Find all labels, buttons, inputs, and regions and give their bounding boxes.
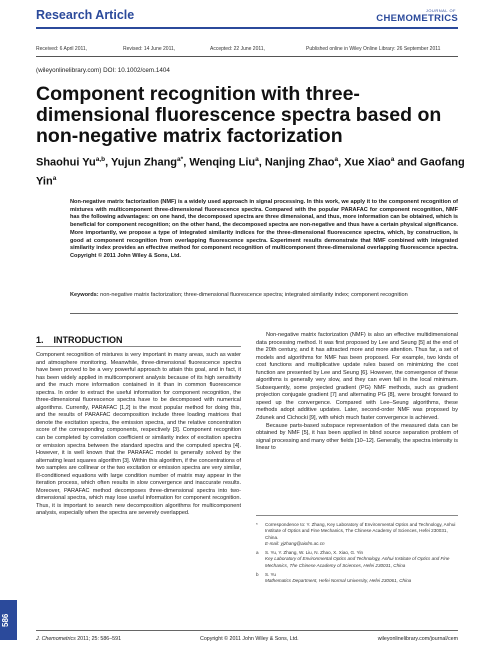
- journal-prefix: JOURNAL OF: [425, 8, 456, 13]
- intro-paragraph: Because parts-based subspace representation of the measured data can be obtained by NMF [5], it has been applied in blind source separation problem of signal processing and many other fields [10–12]. Generally, the spectra intensity is linear to: [256, 422, 458, 452]
- article-type-label: Research Article: [36, 8, 135, 22]
- author-name: Wenqing Liu: [189, 156, 256, 169]
- affiliation-footnote-b: [256, 572, 458, 585]
- correspondence-text: Correspondence to: Y. Zhang, Key Laboratory of Environmental Optics and Technology, Anhui Institute of Optics and Fine Mechanics, The Chinese Academy of Sciences, Hefei 230031, China.: [265, 522, 456, 540]
- keywords-text: non-negative matrix factorization; three-dimensional fluorescence spectra; integrated similarity index; component recognition: [100, 292, 408, 298]
- correspondence-email[interactable]: E-mail: yjzhang@aiofm.ac.cn: [265, 540, 325, 546]
- abstract: Non-negative matrix factorization (NMF) is a widely used approach in signal processing. In this work, we apply it to the component recognition of mixtures with multicomponent three-dimensional fluorescence spectra. Compared with the popular PARAFAC for component recognition, NMF has the following advantages: on one hand, the decomposed spectra are three dimensional, and thus, more information can be obtained, which is beneficial for component recognition; on the other hand, the decomposed spectra are non-negative and thus have a certain physical significance. More importantly, we propose a type of integrated similarity indices for the three-dimensional fluorescence spectra, which, by construction, is good at component recognition from overlapping fluorescence spectra. Experiment results demonstrate that NMF combined with integrated similarity index provides an effective method for component recognition of multicomponent three-dimensional overlapping fluorescence spectra. Copyright © 2011 John Wiley & Sons, Ltd.: [70, 199, 458, 259]
- journal-logo: CHEMOMETRICS: [376, 13, 458, 24]
- author-name: Gaofang Yin: [36, 156, 465, 188]
- affiliation-footnote-a: [256, 550, 458, 569]
- affiliation-names: S. Yu, Y. Zhang, W. Liu, N. Zhao, X. Xiao, G. Yin: [265, 550, 364, 556]
- footer-site-link[interactable]: wileyonlinelibrary.com/journal/cem: [377, 636, 458, 642]
- correspondence-footnote: [256, 522, 458, 547]
- footnote-divider: [256, 515, 458, 516]
- header-divider: [36, 27, 458, 29]
- published-date: Published online in Wiley Online Library: 26 September 2011: [306, 46, 441, 52]
- author-name: Shaohui Yu: [36, 156, 96, 169]
- author-affiliation-mark: a*: [177, 156, 184, 163]
- doi-line[interactable]: (wileyonlinelibrary.com) DOI: 10.1002/cem.1404: [36, 67, 170, 74]
- author-affiliation-mark: a: [255, 156, 259, 163]
- author-name: Yujun Zhang: [111, 156, 178, 169]
- intro-right-column: [256, 332, 458, 453]
- section-number: 1.: [36, 335, 44, 345]
- footnotes: [256, 522, 458, 588]
- footer-journal: J. Chemometrics: [36, 636, 76, 642]
- keywords: [70, 292, 458, 300]
- section-divider: [36, 346, 241, 347]
- footer-copyright: Copyright © 2011 John Wiley & Sons, Ltd.: [200, 636, 299, 642]
- dates-divider: [36, 56, 458, 57]
- author-affiliation-mark: a: [334, 156, 339, 163]
- affiliation-text: Key Laboratory of Environmental Optics and Technology, Anhui Institute of Optics and Fine Mechanics, The Chinese Academy of Sciences, Hefei 230031, China: [265, 556, 450, 568]
- author-affiliation-mark: a: [390, 156, 395, 163]
- author-affiliation-mark: a: [52, 174, 57, 182]
- affiliation-text: Mathematics Department, Hefei Normal University, Hefei 230061, China: [265, 578, 412, 584]
- paper-title: Component recognition with three-dimensional fluorescence spectra based on non-negative matrix factorization: [36, 83, 442, 147]
- received-date: Received: 6 April 2011,: [36, 46, 88, 52]
- footer-volume: 2011; 25: 586–591: [77, 636, 122, 642]
- footnote-mark: a: [256, 550, 259, 556]
- author-name: Xue Xiao: [344, 156, 391, 169]
- intro-paragraph: Non-negative matrix factorization (NMF) is also an effective multidimensional data processing method. It was first proposed by Lee and Seung [5] at the end of the 20th century, and it has attracted more and more attention. Thus far, a set of models and algorithms for NMF has been proposed. For example, two kinds of cost functions and multiplicative update rules based on minimizing the cost function are presented by Lee and Seung [6]. However, the convergence of these algorithms is generally very slow, and they can even fall in the local minimum. Subsequently, some projected gradient (PG) NMF methods, such as gradient projection conjugate gradient [7] and alternating PG [8], were brought forward to speed up the convergence. Compared with Lee–Seung algorithms, these methods adopt additive updates. Later, second-order NMF was proposed by Zdunek and Cichocki [9], with which much faster convergence is achieved.: [256, 332, 458, 422]
- affiliation-names: S. Yu: [265, 572, 276, 578]
- keywords-divider: [70, 313, 458, 314]
- author-name: Nanjing Zhao: [264, 156, 335, 169]
- revised-date: Revised: 14 June 2011,: [123, 46, 176, 52]
- author-list: Shaohui Yu$^{a,b}$, Yujun Zhang$^{a*}$, Wenqing Liu$^a$, Nanjing Zhao$^a$, Xue Xiao$^a$ and Gaofang Yin$^a$: [36, 156, 465, 188]
- intro-paragraph-left: Component recognition of mixtures is very important in many areas, such as water and atmosphere monitoring. Meanwhile, three-dimensional fluorescence spectra have been proved to be a very powerful approach to attain this goal, and in fact, it has been widely applied in multicomponent analysis because of its high sensitivity and the much more information contained in it than in common fluorescence spectra. In order to extract the useful information for component recognition, the three-dimensional fluorescence spectra have to be decomposed with numerical algorithms. Currently, PARAFAC [1,2] is the most popular method for doing this, and the results of PARAFAC decomposition include three loading matrices that denote the excitation spectra, the emission spectra, and the relative concentration score of the corresponding components, respectively [3]. Component recognition can be completed by correlation coefficient or similarity index of excitation spectra or emission spectra between the standard spectra and the computed spectra [4]. However, it is well known that the PARAFAC model is generally solved by the alternating least squares algorithm [3]. Within this algorithm, if the concentrations of two samples are collinear or the two excitation or emission spectra are very similar, ill-conditioned equations with large condition number of matrix may appear in the iteration process, which often results in slow convergence and inaccurate results. Moreover, PARAFAC method decomposes three-dimensional spectra into two-dimensional spectra, which may lose useful information for component recognition. Thus, it is important to search new decomposition algorithms for multicomponent analysis, especially when the spectra are severely overlapped.: [36, 352, 241, 517]
- accepted-date: Accepted: 22 June 2011,: [210, 46, 265, 52]
- footnote-mark: b: [256, 572, 259, 578]
- keywords-label: Keywords:: [70, 292, 99, 298]
- page-number: 586: [1, 613, 10, 627]
- section-heading: [36, 335, 123, 345]
- footer-divider: [36, 630, 458, 631]
- footnote-mark: *: [256, 522, 258, 527]
- footer-citation: [36, 636, 121, 642]
- section-title: INTRODUCTION: [53, 335, 123, 345]
- author-affiliation-mark: a,b: [95, 156, 106, 163]
